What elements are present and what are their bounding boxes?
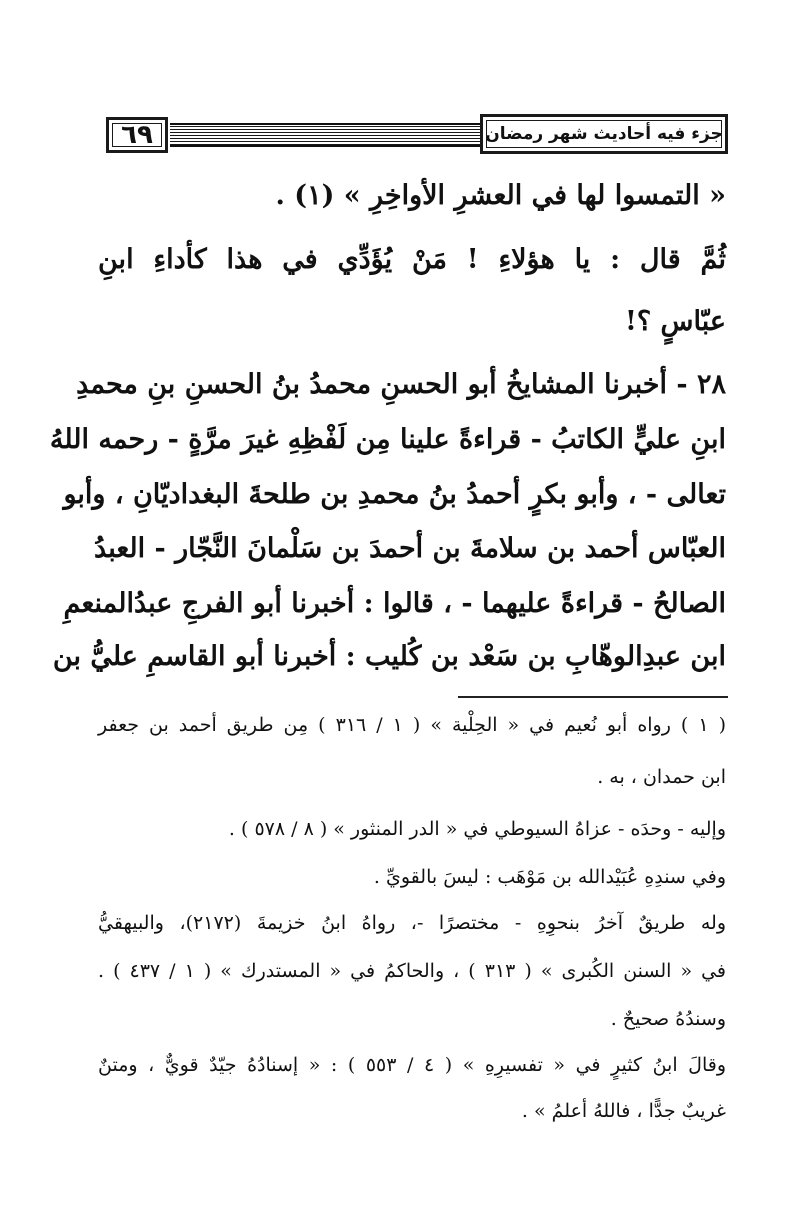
header-rule [170,123,480,147]
quote-line: « التمسوا لها في العشرِ الأواخِرِ » (١) . [275,180,726,211]
footnote-line-9: غريبٌ جدًّا ، فاللهُ أعلمُ » . [521,1100,726,1122]
footnote-line-3: وإليه - وحدَه - عزاهُ السيوطي في « الدر المنثور » ( ٨ / ٥٧٨ ) . [228,818,726,840]
body-line-2: ثُمَّ قال : يا هؤلاءِ ! مَنْ يُؤَدِّي في هذا كأداءِ ابنِ [98,244,726,275]
paragraph-28-line-5: الصالحُ - قراءةً عليهما - ، قالوا : أخبرنا أبو الفرجِ عبدُالمنعمِ [63,588,726,619]
footnote-line-7: وسندُهُ صحيحٌ . [610,1008,726,1030]
page-number: ٦٩ [121,120,153,150]
body-line-3: عبّاسٍ ؟! [624,306,726,337]
running-title-box [480,114,728,154]
footnote-line-5: وله طريقٌ آخرُ بنحوِهِ - مختصرًا -، رواهُ ابنُ خزيمةَ (٢١٧٢)، والبيهقيُّ [98,912,727,934]
paragraph-28-line-4: العبّاس أحمد بن سلامةَ بن أحمدَ بن سَلْمانَ النَّجّار - العبدُ [94,533,726,564]
page-header [98,112,732,158]
paragraph-28-line-1: ٢٨ - أخبرنا المشايخُ أبو الحسنِ محمدُ بنُ الحسنِ بنِ محمدِ [76,369,726,400]
footnote-line-6: في « السنن الكُبرى » ( ٣١٣ ) ، والحاكمُ في « المستدرك » ( ١ / ٤٣٧ ) . [98,960,727,982]
page-number-box [106,117,168,153]
paragraph-28-line-2: ابنِ عليٍّ الكاتبُ - قراءةً علينا مِن لَفْظِهِ غيرَ مرَّةٍ - رحمه اللهُ [49,424,726,455]
footnote-line-4: وفي سندِهِ عُبَيْدالله بن مَوْهَب : ليسَ بالقويِّ . [373,866,726,888]
footnote-line-2: ابن حمدان ، به . [597,766,726,788]
footnote-line-1: ( ١ ) رواه أبو نُعيم في « الحِلْية » ( ١ / ٣١٦ ) مِن طريق أحمد بن جعفر [98,714,727,736]
paragraph-28-line-3: تعالى - ، وأبو بكرٍ أحمدُ بنُ محمدِ بن طلحةَ البغداديّانِ ، وأبو [63,479,726,510]
footnote-separator [458,696,728,698]
running-title: جزء فيه أحاديث شهر رمضان [485,124,723,144]
footnote-line-8: وقالَ ابنُ كثيرٍ في « تفسيرِهِ » ( ٤ / ٥٥٣ ) : « إسنادُهُ جيّدٌ قويٌّ ، ومتنٌ [98,1054,727,1076]
paragraph-28-line-6: ابن عبدِالوهّابِ بن سَعْد بن كُليب : أخبرنا أبو القاسمِ عليُّ بن [52,641,726,672]
